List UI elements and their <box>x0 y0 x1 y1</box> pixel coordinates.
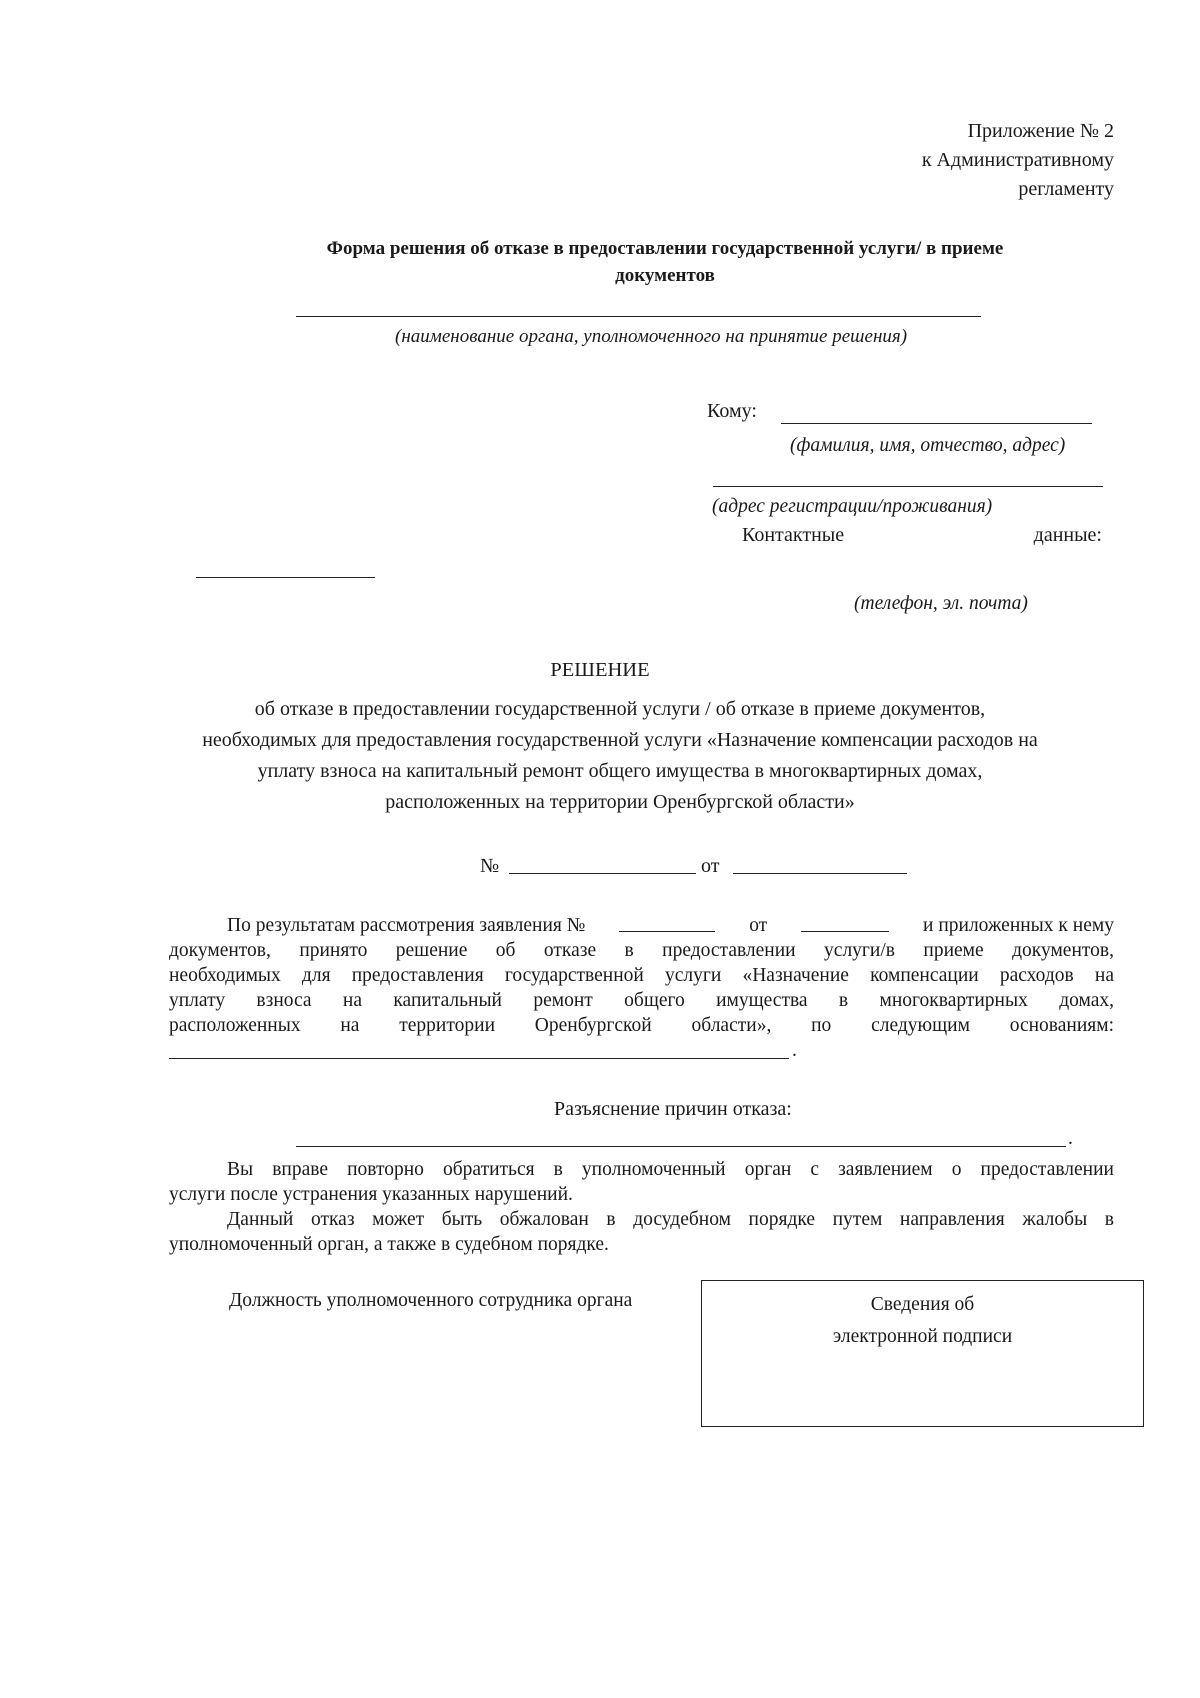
appendix-header <box>922 117 1114 204</box>
form-title-line-1: Форма решения об отказе в предоставлении государственной услуги/ в приеме <box>326 238 1004 259</box>
phone-caption: (телефон, эл. почта) <box>854 593 1028 614</box>
application-date-line <box>801 913 889 932</box>
address-caption: (адрес регистрации/проживания) <box>712 496 993 517</box>
appendix-line-2: к Административному <box>921 149 1114 171</box>
paragraph-1-from: от <box>749 915 768 936</box>
decision-subtitle-line-4: расположенных на территории Оренбургской области» <box>385 791 855 813</box>
signature-box-line-2: электронной подписи <box>832 1326 1013 1347</box>
decision-subtitle-line-1: об отказе в предоставлении государственной услуги / об отказе в приеме документов, <box>254 698 986 720</box>
contacts-line <box>196 577 375 578</box>
decision-subtitle <box>160 694 1080 818</box>
reasons-line <box>169 1058 789 1059</box>
body-paragraph-1-line-5: расположенных на территории Оренбургской области», по следующим основаниям: <box>169 1015 1114 1036</box>
body-paragraph-2-line-2: услуги после устранения указанных нарушений. <box>169 1184 573 1205</box>
org-caption: (наименование органа, уполномоченного на принятие решения) <box>395 326 908 347</box>
application-number-line <box>619 913 715 932</box>
signature-box-line-1: Сведения об <box>870 1294 975 1315</box>
decision-subtitle-line-3: уплату взноса на капитальный ремонт общего имущества в многоквартирных домах, <box>257 760 983 782</box>
paragraph-1-start: По результатам рассмотрения заявления № <box>227 915 586 936</box>
explanation-label: Разъяснение причин отказа: <box>554 1098 792 1120</box>
explanation-line-period: . <box>1068 1128 1073 1149</box>
decision-number-line <box>509 873 696 874</box>
official-position-label: Должность уполномоченного сотрудника органа <box>229 1290 633 1311</box>
reasons-line-period: . <box>792 1040 797 1061</box>
recipient-address-line <box>713 486 1103 487</box>
form-title <box>230 235 1100 289</box>
body-paragraph-1-line-2: документов, принято решение об отказе в предоставлении услуги/в приеме документов, <box>169 940 1114 961</box>
fio-caption: (фамилия, имя, отчество, адрес) <box>790 435 1066 456</box>
decision-number-label: № <box>480 855 500 877</box>
body-paragraph-3-line-2: уполномоченный орган, а также в судебном порядке. <box>169 1234 609 1255</box>
body-paragraph-1-line-3: необходимых для предоставления государственной услуги «Назначение компенсации расходов на <box>169 965 1114 986</box>
paragraph-1-end: и приложенных к нему <box>923 915 1114 936</box>
komu-label: Кому: <box>707 400 757 422</box>
recipient-name-line <box>781 423 1092 424</box>
body-paragraph-3-line-1: Данный отказ может быть обжалован в досудебном порядке путем направления жалобы в <box>227 1209 1114 1230</box>
form-title-line-2: документов <box>615 265 715 286</box>
electronic-signature-box <box>701 1280 1144 1427</box>
decision-title: РЕШЕНИЕ <box>550 659 650 681</box>
decision-subtitle-line-2: необходимых для предоставления государственной услуги «Назначение компенсации расходов на <box>202 729 1038 751</box>
org-name-line <box>296 316 981 317</box>
contacts-label-word-1: Контактные <box>742 524 845 546</box>
decision-date-label: от <box>701 855 720 877</box>
body-paragraph-1-line-1 <box>227 913 1114 938</box>
appendix-line-3: регламенту <box>1018 178 1114 200</box>
explanation-line <box>296 1146 1066 1147</box>
decision-date-line <box>733 873 907 874</box>
appendix-line-1: Приложение № 2 <box>967 120 1114 142</box>
body-paragraph-2-line-1: Вы вправе повторно обратиться в уполномоченный орган с заявлением о предоставлении <box>227 1159 1114 1180</box>
body-paragraph-1-line-4: уплату взноса на капитальный ремонт общего имущества в многоквартирных домах, <box>169 990 1114 1011</box>
contacts-label-word-2: данные: <box>1033 524 1102 546</box>
